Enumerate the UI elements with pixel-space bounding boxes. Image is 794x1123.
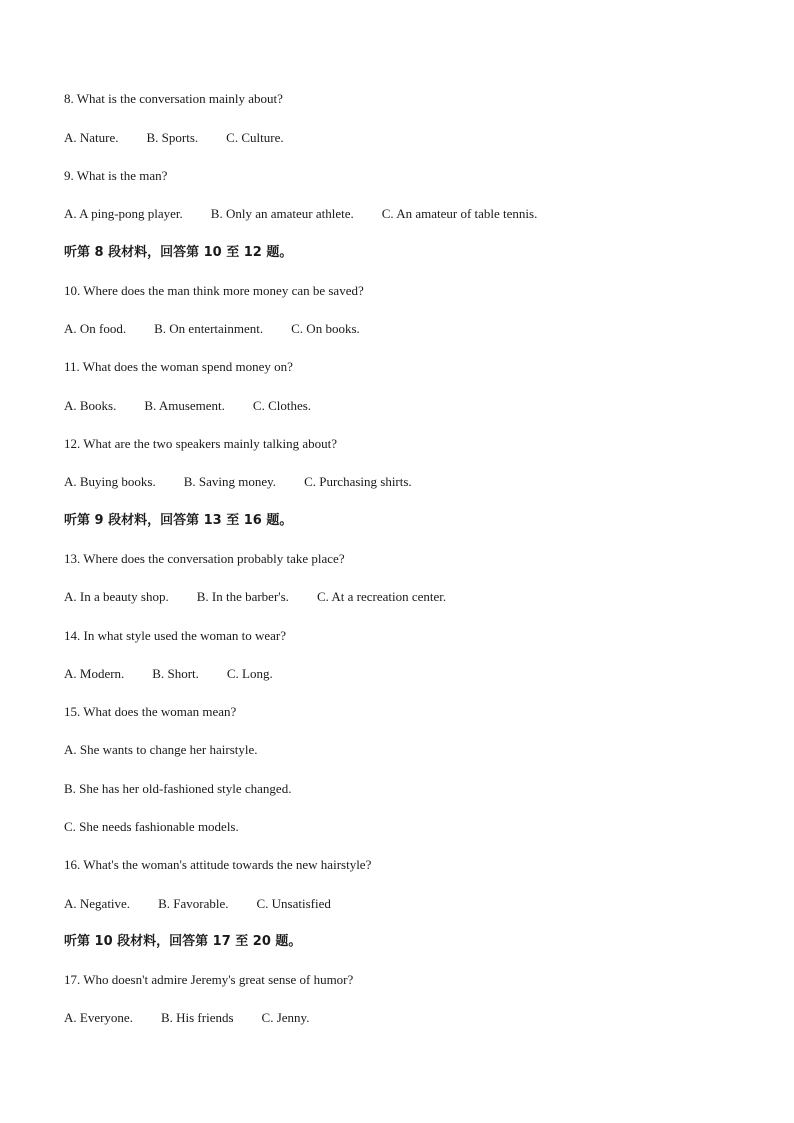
- question-15: 15. What does the woman mean?: [64, 704, 237, 719]
- option-a: A. A ping-pong player.: [64, 206, 183, 221]
- question-10-options: [64, 321, 360, 337]
- option-a: A. Nature.: [64, 130, 119, 145]
- option-c: C. An amateur of table tennis.: [381, 206, 538, 221]
- question-16: 16. What's the woman's attitude towards the new hairstyle?: [64, 857, 372, 872]
- option-b: B. Sports.: [146, 130, 199, 145]
- option-b: B. In the barber's.: [196, 589, 289, 604]
- option-c: C. Long.: [226, 666, 273, 681]
- option-c: C. Unsatisfied: [256, 896, 331, 911]
- question-14-options: [64, 666, 273, 682]
- question-13: 13. Where does the conversation probably take place?: [64, 551, 345, 566]
- option-a: A. In a beauty shop.: [64, 589, 169, 604]
- option-b: B. His friends: [160, 1010, 234, 1025]
- question-13-options: [64, 589, 446, 605]
- option-a: A. Everyone.: [64, 1010, 133, 1025]
- option-b: B. Short.: [152, 666, 199, 681]
- question-12-options: [64, 474, 412, 490]
- section-heading-9: 听第 9 段材料，回答第 13 至 16 题。: [64, 513, 293, 528]
- option-b: B. Only an amateur athlete.: [210, 206, 354, 221]
- question-12: 12. What are the two speakers mainly talking about?: [64, 436, 338, 451]
- option-a: A. Buying books.: [64, 474, 156, 489]
- question-16-options: [64, 896, 331, 912]
- option-a: A. Books.: [64, 398, 117, 413]
- question-17-options: [64, 1010, 309, 1026]
- question-17: 17. Who doesn't admire Jeremy's great sense of humor?: [64, 972, 354, 987]
- question-8-options: [64, 130, 284, 146]
- question-14: 14. In what style used the woman to wear?: [64, 628, 287, 643]
- option-b: B. Favorable.: [158, 896, 229, 911]
- option-a: A. On food.: [64, 321, 127, 336]
- option-c: C. Clothes.: [252, 398, 312, 413]
- question-15-option-a: A. She wants to change her hairstyle.: [64, 742, 258, 757]
- section-heading-8: 听第 8 段材料，回答第 10 至 12 题。: [64, 245, 293, 260]
- option-b: B. On entertainment.: [154, 321, 264, 336]
- option-a: A. Modern.: [64, 666, 125, 681]
- option-c: C. Culture.: [226, 130, 284, 145]
- option-c: C. Purchasing shirts.: [304, 474, 412, 489]
- question-11: 11. What does the woman spend money on?: [64, 359, 293, 374]
- question-15-option-c: C. She needs fashionable models.: [64, 819, 239, 834]
- question-8: 8. What is the conversation mainly about?: [64, 91, 283, 106]
- question-15-option-b: B. She has her old-fashioned style changed.: [64, 781, 292, 796]
- option-c: C. On books.: [291, 321, 360, 336]
- option-a: A. Negative.: [64, 896, 131, 911]
- question-9-options: [64, 206, 537, 222]
- question-9: 9. What is the man?: [64, 168, 168, 183]
- question-10: 10. Where does the man think more money can be saved?: [64, 283, 364, 298]
- question-11-options: [64, 398, 311, 414]
- option-c: C. At a recreation center.: [316, 589, 447, 604]
- option-b: B. Amusement.: [144, 398, 225, 413]
- option-b: B. Saving money.: [183, 474, 277, 489]
- section-heading-10: 听第 10 段材料，回答第 17 至 20 题。: [64, 934, 302, 949]
- option-c: C. Jenny.: [261, 1010, 310, 1025]
